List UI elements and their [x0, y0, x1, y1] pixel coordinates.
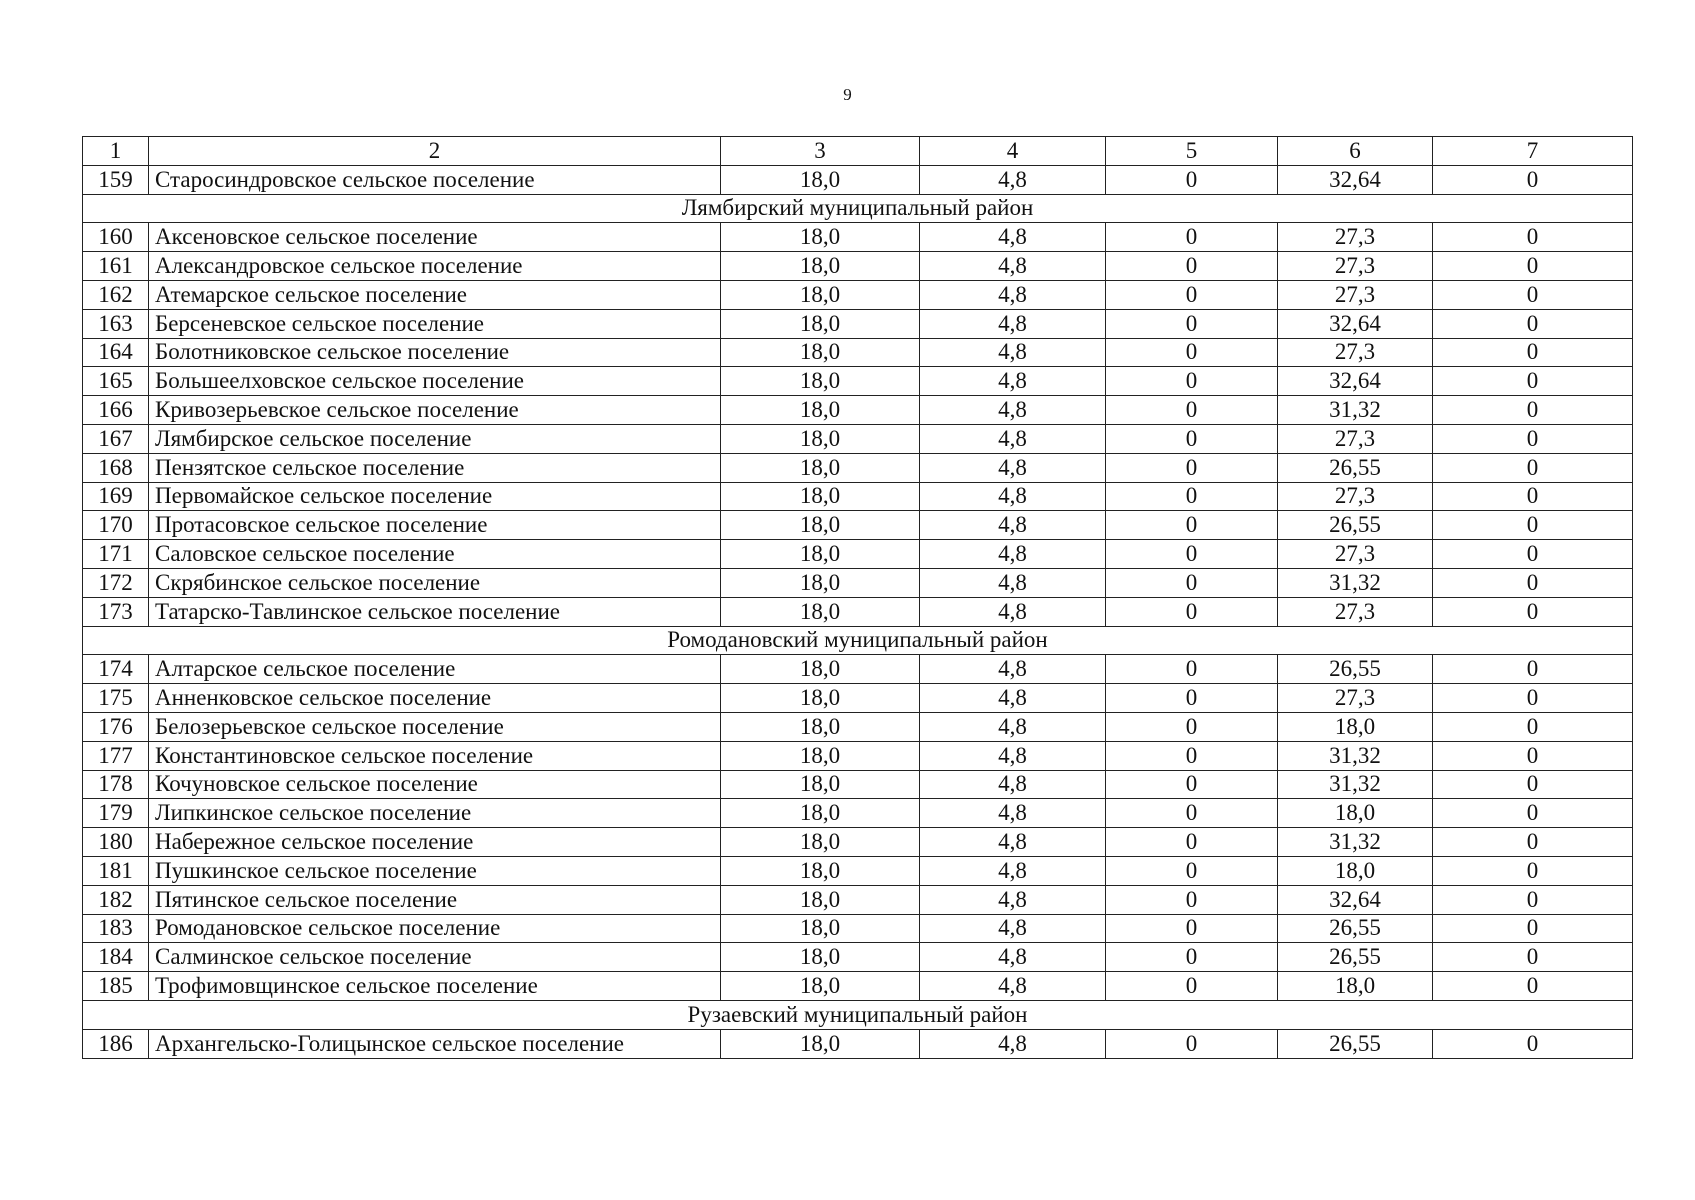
- column-number-header: 5: [1106, 137, 1278, 166]
- column-3-cell: 18,0: [721, 770, 920, 799]
- column-7-cell: 0: [1433, 655, 1633, 684]
- column-5-cell: 0: [1106, 972, 1278, 1001]
- table-row: [83, 799, 1633, 828]
- column-4-cell: 4,8: [920, 482, 1106, 511]
- column-5-cell: 0: [1106, 712, 1278, 741]
- settlement-name-cell: Татарско-Тавлинское сельское поселение: [149, 597, 721, 626]
- column-7-cell: 0: [1433, 367, 1633, 396]
- column-7-cell: 0: [1433, 424, 1633, 453]
- column-4-cell: 4,8: [920, 568, 1106, 597]
- column-5-cell: 0: [1106, 885, 1278, 914]
- row-number-cell: 166: [83, 396, 149, 425]
- column-6-cell: 26,55: [1278, 914, 1433, 943]
- settlement-name-cell: Кривозерьевское сельское поселение: [149, 396, 721, 425]
- settlement-name-cell: Белозерьевское сельское поселение: [149, 712, 721, 741]
- column-7-cell: 0: [1433, 684, 1633, 713]
- table-row: [83, 1029, 1633, 1058]
- column-5-cell: 0: [1106, 453, 1278, 482]
- column-5-cell: 0: [1106, 597, 1278, 626]
- column-3-cell: 18,0: [721, 252, 920, 281]
- column-6-cell: 27,3: [1278, 482, 1433, 511]
- column-4-cell: 4,8: [920, 280, 1106, 309]
- row-number-cell: 170: [83, 511, 149, 540]
- row-number-cell: 177: [83, 741, 149, 770]
- column-3-cell: 18,0: [721, 655, 920, 684]
- column-6-cell: 31,32: [1278, 396, 1433, 425]
- settlement-name-cell: Анненковское сельское поселение: [149, 684, 721, 713]
- settlement-name-cell: Константиновское сельское поселение: [149, 741, 721, 770]
- column-number-header: 6: [1278, 137, 1433, 166]
- column-6-cell: 32,64: [1278, 165, 1433, 194]
- column-6-cell: 31,32: [1278, 828, 1433, 857]
- column-3-cell: 18,0: [721, 511, 920, 540]
- column-4-cell: 4,8: [920, 252, 1106, 281]
- column-7-cell: 0: [1433, 1029, 1633, 1058]
- column-4-cell: 4,8: [920, 540, 1106, 569]
- column-4-cell: 4,8: [920, 914, 1106, 943]
- district-row: [83, 626, 1633, 655]
- column-6-cell: 27,3: [1278, 252, 1433, 281]
- column-7-cell: 0: [1433, 856, 1633, 885]
- table-row: [83, 309, 1633, 338]
- column-6-cell: 31,32: [1278, 770, 1433, 799]
- column-6-cell: 18,0: [1278, 856, 1433, 885]
- column-number-header: 2: [149, 137, 721, 166]
- column-6-cell: 26,55: [1278, 511, 1433, 540]
- column-6-cell: 26,55: [1278, 655, 1433, 684]
- column-6-cell: 27,3: [1278, 540, 1433, 569]
- column-7-cell: 0: [1433, 165, 1633, 194]
- settlement-name-cell: Протасовское сельское поселение: [149, 511, 721, 540]
- column-7-cell: 0: [1433, 309, 1633, 338]
- column-3-cell: 18,0: [721, 684, 920, 713]
- row-number-cell: 164: [83, 338, 149, 367]
- column-3-cell: 18,0: [721, 972, 920, 1001]
- column-6-cell: 27,3: [1278, 424, 1433, 453]
- column-3-cell: 18,0: [721, 741, 920, 770]
- table-row: [83, 338, 1633, 367]
- column-7-cell: 0: [1433, 223, 1633, 252]
- settlement-name-cell: Атемарское сельское поселение: [149, 280, 721, 309]
- district-row: [83, 194, 1633, 223]
- column-4-cell: 4,8: [920, 338, 1106, 367]
- column-3-cell: 18,0: [721, 482, 920, 511]
- settlement-name-cell: Кочуновское сельское поселение: [149, 770, 721, 799]
- column-7-cell: 0: [1433, 972, 1633, 1001]
- column-6-cell: 18,0: [1278, 712, 1433, 741]
- column-number-header: 7: [1433, 137, 1633, 166]
- column-6-cell: 18,0: [1278, 799, 1433, 828]
- settlement-name-cell: Большеелховское сельское поселение: [149, 367, 721, 396]
- row-number-cell: 172: [83, 568, 149, 597]
- column-7-cell: 0: [1433, 280, 1633, 309]
- row-number-cell: 171: [83, 540, 149, 569]
- row-number-cell: 163: [83, 309, 149, 338]
- column-3-cell: 18,0: [721, 367, 920, 396]
- column-3-cell: 18,0: [721, 856, 920, 885]
- row-number-cell: 174: [83, 655, 149, 684]
- column-number-header: 4: [920, 137, 1106, 166]
- district-title: Рузаевский муниципальный район: [83, 1000, 1633, 1029]
- row-number-cell: 159: [83, 165, 149, 194]
- column-7-cell: 0: [1433, 943, 1633, 972]
- column-7-cell: 0: [1433, 799, 1633, 828]
- table-row: [83, 424, 1633, 453]
- column-6-cell: 31,32: [1278, 741, 1433, 770]
- settlement-name-cell: Трофимовщинское сельское поселение: [149, 972, 721, 1001]
- column-6-cell: 26,55: [1278, 943, 1433, 972]
- column-7-cell: 0: [1433, 482, 1633, 511]
- row-number-cell: 165: [83, 367, 149, 396]
- column-6-cell: 26,55: [1278, 1029, 1433, 1058]
- row-number-cell: 160: [83, 223, 149, 252]
- column-7-cell: 0: [1433, 252, 1633, 281]
- page-number: 9: [843, 85, 852, 104]
- district-title: Лямбирский муниципальный район: [83, 194, 1633, 223]
- column-3-cell: 18,0: [721, 424, 920, 453]
- settlement-name-cell: Набережное сельское поселение: [149, 828, 721, 857]
- column-3-cell: 18,0: [721, 165, 920, 194]
- settlement-name-cell: Скрябинское сельское поселение: [149, 568, 721, 597]
- column-7-cell: 0: [1433, 885, 1633, 914]
- column-3-cell: 18,0: [721, 828, 920, 857]
- column-7-cell: 0: [1433, 511, 1633, 540]
- settlement-name-cell: Пензятское сельское поселение: [149, 453, 721, 482]
- column-6-cell: 27,3: [1278, 223, 1433, 252]
- column-5-cell: 0: [1106, 741, 1278, 770]
- column-6-cell: 32,64: [1278, 885, 1433, 914]
- column-7-cell: 0: [1433, 914, 1633, 943]
- column-3-cell: 18,0: [721, 568, 920, 597]
- column-7-cell: 0: [1433, 712, 1633, 741]
- column-5-cell: 0: [1106, 655, 1278, 684]
- column-3-cell: 18,0: [721, 1029, 920, 1058]
- column-number-header: 3: [721, 137, 920, 166]
- settlement-name-cell: Аксеновское сельское поселение: [149, 223, 721, 252]
- column-5-cell: 0: [1106, 943, 1278, 972]
- column-5-cell: 0: [1106, 568, 1278, 597]
- row-number-cell: 185: [83, 972, 149, 1001]
- table-row: [83, 511, 1633, 540]
- row-number-cell: 181: [83, 856, 149, 885]
- column-5-cell: 0: [1106, 280, 1278, 309]
- column-7-cell: 0: [1433, 828, 1633, 857]
- column-6-cell: 27,3: [1278, 338, 1433, 367]
- column-5-cell: 0: [1106, 511, 1278, 540]
- settlement-name-cell: Лямбирское сельское поселение: [149, 424, 721, 453]
- table-row: [83, 943, 1633, 972]
- table-row: [83, 482, 1633, 511]
- table-row: [83, 684, 1633, 713]
- column-5-cell: 0: [1106, 770, 1278, 799]
- column-3-cell: 18,0: [721, 396, 920, 425]
- table-row: [83, 568, 1633, 597]
- column-7-cell: 0: [1433, 597, 1633, 626]
- column-5-cell: 0: [1106, 309, 1278, 338]
- column-5-cell: 0: [1106, 396, 1278, 425]
- data-table: [82, 136, 1633, 1059]
- column-4-cell: 4,8: [920, 223, 1106, 252]
- column-7-cell: 0: [1433, 540, 1633, 569]
- table-row: [83, 597, 1633, 626]
- column-3-cell: 18,0: [721, 914, 920, 943]
- table-row: [83, 856, 1633, 885]
- table-row: [83, 280, 1633, 309]
- column-7-cell: 0: [1433, 338, 1633, 367]
- settlement-name-cell: Александровское сельское поселение: [149, 252, 721, 281]
- column-4-cell: 4,8: [920, 856, 1106, 885]
- column-6-cell: 18,0: [1278, 972, 1433, 1001]
- column-4-cell: 4,8: [920, 453, 1106, 482]
- column-5-cell: 0: [1106, 914, 1278, 943]
- column-4-cell: 4,8: [920, 424, 1106, 453]
- table-row: [83, 655, 1633, 684]
- column-5-cell: 0: [1106, 424, 1278, 453]
- column-3-cell: 18,0: [721, 453, 920, 482]
- column-3-cell: 18,0: [721, 712, 920, 741]
- column-5-cell: 0: [1106, 252, 1278, 281]
- settlement-name-cell: Пятинское сельское поселение: [149, 885, 721, 914]
- table-row: [83, 165, 1633, 194]
- table-row: [83, 223, 1633, 252]
- row-number-cell: 182: [83, 885, 149, 914]
- row-number-cell: 184: [83, 943, 149, 972]
- column-4-cell: 4,8: [920, 396, 1106, 425]
- district-row: [83, 1000, 1633, 1029]
- column-7-cell: 0: [1433, 770, 1633, 799]
- row-number-cell: 167: [83, 424, 149, 453]
- column-6-cell: 31,32: [1278, 568, 1433, 597]
- column-3-cell: 18,0: [721, 309, 920, 338]
- settlement-name-cell: Архангельско-Голицынское сельское поселение: [149, 1029, 721, 1058]
- settlement-name-cell: Саловское сельское поселение: [149, 540, 721, 569]
- column-3-cell: 18,0: [721, 799, 920, 828]
- table-row: [83, 828, 1633, 857]
- settlement-name-cell: Липкинское сельское поселение: [149, 799, 721, 828]
- column-4-cell: 4,8: [920, 741, 1106, 770]
- table-row: [83, 741, 1633, 770]
- column-3-cell: 18,0: [721, 540, 920, 569]
- settlement-name-cell: Ромодановское сельское поселение: [149, 914, 721, 943]
- column-3-cell: 18,0: [721, 885, 920, 914]
- row-number-cell: 176: [83, 712, 149, 741]
- column-6-cell: 27,3: [1278, 597, 1433, 626]
- column-6-cell: 32,64: [1278, 367, 1433, 396]
- column-5-cell: 0: [1106, 828, 1278, 857]
- column-4-cell: 4,8: [920, 597, 1106, 626]
- column-5-cell: 0: [1106, 540, 1278, 569]
- table-row: [83, 367, 1633, 396]
- column-4-cell: 4,8: [920, 828, 1106, 857]
- column-5-cell: 0: [1106, 223, 1278, 252]
- column-4-cell: 4,8: [920, 1029, 1106, 1058]
- column-4-cell: 4,8: [920, 972, 1106, 1001]
- column-7-cell: 0: [1433, 741, 1633, 770]
- column-7-cell: 0: [1433, 568, 1633, 597]
- row-number-cell: 178: [83, 770, 149, 799]
- column-5-cell: 0: [1106, 367, 1278, 396]
- settlement-name-cell: Болотниковское сельское поселение: [149, 338, 721, 367]
- settlement-name-cell: Пушкинское сельское поселение: [149, 856, 721, 885]
- row-number-cell: 183: [83, 914, 149, 943]
- column-6-cell: 26,55: [1278, 453, 1433, 482]
- column-3-cell: 18,0: [721, 280, 920, 309]
- column-6-cell: 27,3: [1278, 280, 1433, 309]
- column-4-cell: 4,8: [920, 165, 1106, 194]
- table-row: [83, 885, 1633, 914]
- column-4-cell: 4,8: [920, 770, 1106, 799]
- column-4-cell: 4,8: [920, 367, 1106, 396]
- column-7-cell: 0: [1433, 453, 1633, 482]
- row-number-cell: 173: [83, 597, 149, 626]
- row-number-cell: 168: [83, 453, 149, 482]
- column-4-cell: 4,8: [920, 799, 1106, 828]
- table-row: [83, 972, 1633, 1001]
- column-4-cell: 4,8: [920, 885, 1106, 914]
- table-body: [83, 137, 1633, 1059]
- column-7-cell: 0: [1433, 396, 1633, 425]
- row-number-cell: 162: [83, 280, 149, 309]
- row-number-cell: 186: [83, 1029, 149, 1058]
- table-row: [83, 540, 1633, 569]
- column-numbers-row: [83, 137, 1633, 166]
- row-number-cell: 180: [83, 828, 149, 857]
- column-5-cell: 0: [1106, 338, 1278, 367]
- row-number-cell: 179: [83, 799, 149, 828]
- column-4-cell: 4,8: [920, 655, 1106, 684]
- column-4-cell: 4,8: [920, 309, 1106, 338]
- row-number-cell: 175: [83, 684, 149, 713]
- column-5-cell: 0: [1106, 165, 1278, 194]
- row-number-cell: 161: [83, 252, 149, 281]
- settlement-name-cell: Первомайское сельское поселение: [149, 482, 721, 511]
- column-5-cell: 0: [1106, 1029, 1278, 1058]
- table-row: [83, 453, 1633, 482]
- settlement-name-cell: Салминское сельское поселение: [149, 943, 721, 972]
- column-3-cell: 18,0: [721, 223, 920, 252]
- district-title: Ромодановский муниципальный район: [83, 626, 1633, 655]
- settlement-name-cell: Старосиндровское сельское поселение: [149, 165, 721, 194]
- column-4-cell: 4,8: [920, 511, 1106, 540]
- column-5-cell: 0: [1106, 482, 1278, 511]
- column-3-cell: 18,0: [721, 943, 920, 972]
- column-6-cell: 32,64: [1278, 309, 1433, 338]
- column-5-cell: 0: [1106, 799, 1278, 828]
- table-row: [83, 252, 1633, 281]
- column-4-cell: 4,8: [920, 712, 1106, 741]
- column-3-cell: 18,0: [721, 597, 920, 626]
- row-number-cell: 169: [83, 482, 149, 511]
- table-row: [83, 712, 1633, 741]
- column-4-cell: 4,8: [920, 684, 1106, 713]
- settlement-name-cell: Алтарское сельское поселение: [149, 655, 721, 684]
- column-5-cell: 0: [1106, 856, 1278, 885]
- table-row: [83, 914, 1633, 943]
- column-4-cell: 4,8: [920, 943, 1106, 972]
- column-6-cell: 27,3: [1278, 684, 1433, 713]
- table-row: [83, 770, 1633, 799]
- table-row: [83, 396, 1633, 425]
- column-number-header: 1: [83, 137, 149, 166]
- settlement-name-cell: Берсеневское сельское поселение: [149, 309, 721, 338]
- column-5-cell: 0: [1106, 684, 1278, 713]
- column-3-cell: 18,0: [721, 338, 920, 367]
